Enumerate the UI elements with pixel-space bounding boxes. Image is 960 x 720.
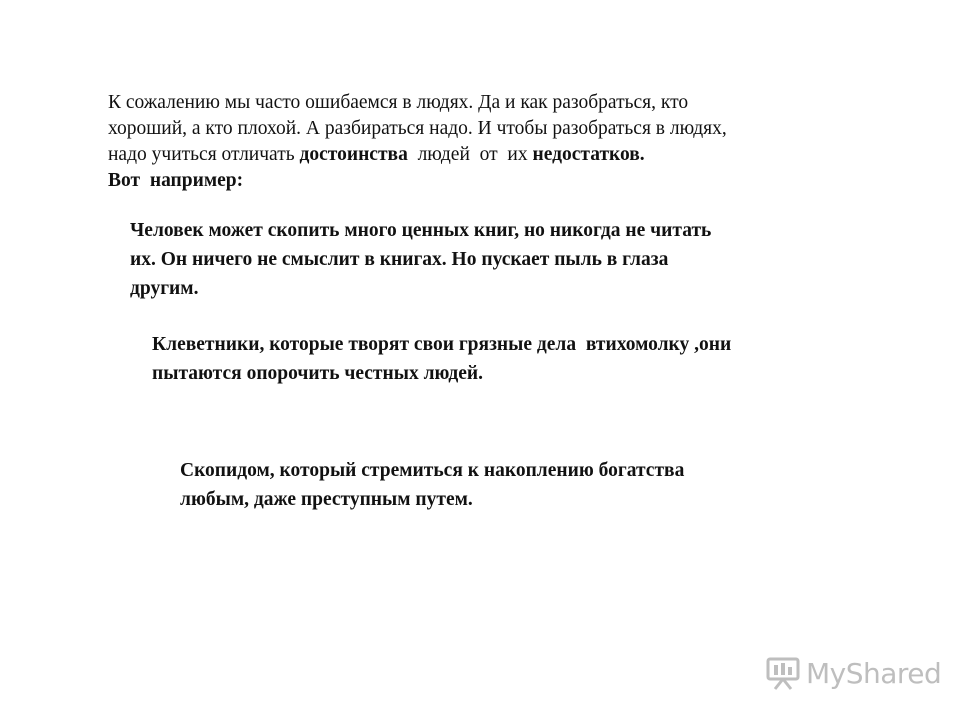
presentation-board-icon xyxy=(766,655,800,691)
intro-paragraph xyxy=(108,90,848,194)
example-3-line-2: любым, даже преступным путем. xyxy=(180,489,473,510)
example-1-line-2: их. Он ничего не смыслит в книгах. Но пускает пыль в глаза xyxy=(130,249,669,270)
example-1-line-1: Человек может скопить много ценных книг, но никогда не читать xyxy=(130,220,712,241)
intro-term-flaws: недостатков. xyxy=(532,144,645,165)
watermark-text: MyShared xyxy=(806,656,942,690)
intro-line-4: Вот например: xyxy=(108,170,244,191)
intro-line-3-mid: людей от их xyxy=(407,144,533,165)
intro-line-3-start: надо учиться отличать xyxy=(108,144,300,165)
intro-term-virtues: достоинства xyxy=(299,144,408,165)
intro-line-1: К сожалению мы часто ошибаемся в людях. Да и как разобраться, кто xyxy=(108,92,689,113)
example-block-2 xyxy=(152,330,882,388)
intro-line-2: хороший, а кто плохой. А разбираться надо. И чтобы разобраться в людях, xyxy=(108,118,727,139)
example-2-line-1: Клеветники, которые творят свои грязные дела втихомолку ,они xyxy=(152,334,732,355)
example-block-3 xyxy=(180,456,820,514)
example-3-line-1: Скопидом, который стремиться к накоплению богатства xyxy=(180,460,685,481)
example-2-line-2: пытаются опорочить честных людей. xyxy=(152,363,483,384)
example-1-line-3: другим. xyxy=(130,278,199,299)
example-block-1 xyxy=(130,216,860,303)
myshared-watermark xyxy=(766,655,941,691)
